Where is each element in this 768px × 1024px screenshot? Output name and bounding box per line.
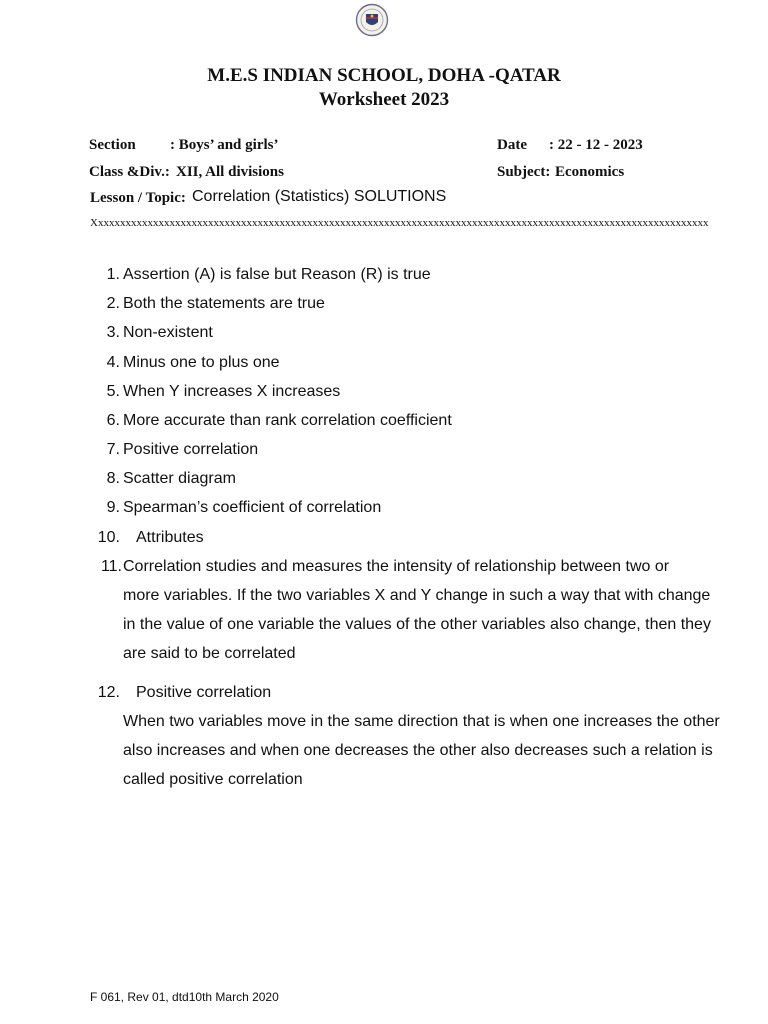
section-value: : Boys’ and girls’ — [170, 137, 279, 153]
answer-number: 9. — [106, 499, 120, 516]
date-label: Date — [497, 137, 527, 153]
class-value: XII, All divisions — [176, 164, 284, 180]
topic-label: Lesson / Topic: — [90, 190, 186, 206]
answer-text: Attributes — [136, 529, 204, 546]
date-value: : 22 - 12 - 2023 — [549, 137, 643, 153]
worksheet-title: Worksheet 2023 — [318, 89, 450, 110]
answer-number: 6. — [106, 412, 120, 429]
subject-label: Subject: — [497, 164, 551, 180]
answer-text: Both the statements are true — [123, 295, 325, 312]
answer-text: More accurate than rank correlation coefficient — [123, 412, 452, 429]
answer-number: 12. — [97, 684, 120, 701]
document-footer: F 061, Rev 01, dtd10th March 2020 — [90, 990, 279, 1004]
answer-number: 3. — [106, 324, 120, 341]
answer-number: 4. — [106, 354, 120, 371]
answer-number: 10. — [97, 529, 120, 546]
answer-number: 2. — [106, 295, 120, 312]
topic-value: Correlation (Statistics) SOLUTIONS — [192, 188, 447, 205]
answer-number: 1. — [106, 266, 120, 283]
school-name: M.E.S INDIAN SCHOOL, DOHA -QATAR — [207, 65, 561, 86]
section-label: Section — [89, 137, 136, 153]
answer-text: Correlation studies and measures the intensity of relationship between two or — [123, 558, 670, 575]
class-label: Class &Div.: — [89, 164, 170, 180]
answer-text: Positive correlation — [136, 684, 272, 701]
answer-number: 11. — [100, 558, 122, 575]
answer-text: Assertion (A) is false but Reason (R) is true — [123, 266, 431, 283]
answer-text: Non-existent — [123, 324, 213, 341]
answer-text: When Y increases X increases — [123, 383, 341, 400]
school-crest-icon — [355, 3, 389, 37]
answer-text: Scatter diagram — [123, 470, 236, 487]
answer-text: Spearman’s coefficient of correlation — [123, 499, 382, 516]
answer-text: Positive correlation — [123, 441, 259, 458]
answer-number: 8. — [106, 470, 120, 487]
answer-text: Minus one to plus one — [123, 354, 280, 371]
answer-11-continuation: more variables. If the two variables X and Y change in such a way that with change in the value of one variable the values of the other variables also change, then they are said to be correlated — [123, 587, 711, 662]
answer-number: 7. — [106, 441, 120, 458]
answer-12-body: When two variables move in the same direction that is when one increases the other also increases and when one decreases the other also decreases such a relation is called positive correlation — [123, 713, 720, 788]
answer-number: 5. — [106, 383, 120, 400]
subject-value: Economics — [555, 164, 625, 180]
separator-line: Xxxxxxxxxxxxxxxxxxxxxxxxxxxxxxxxxxxxxxxxxxxxxxxxxxxxxxxxxxxxxxxxxxxxxxxxxxxxxxxxxxxxxxxxxxxxxxxxxxxxxxxxxxxxxxxx — [90, 217, 709, 229]
